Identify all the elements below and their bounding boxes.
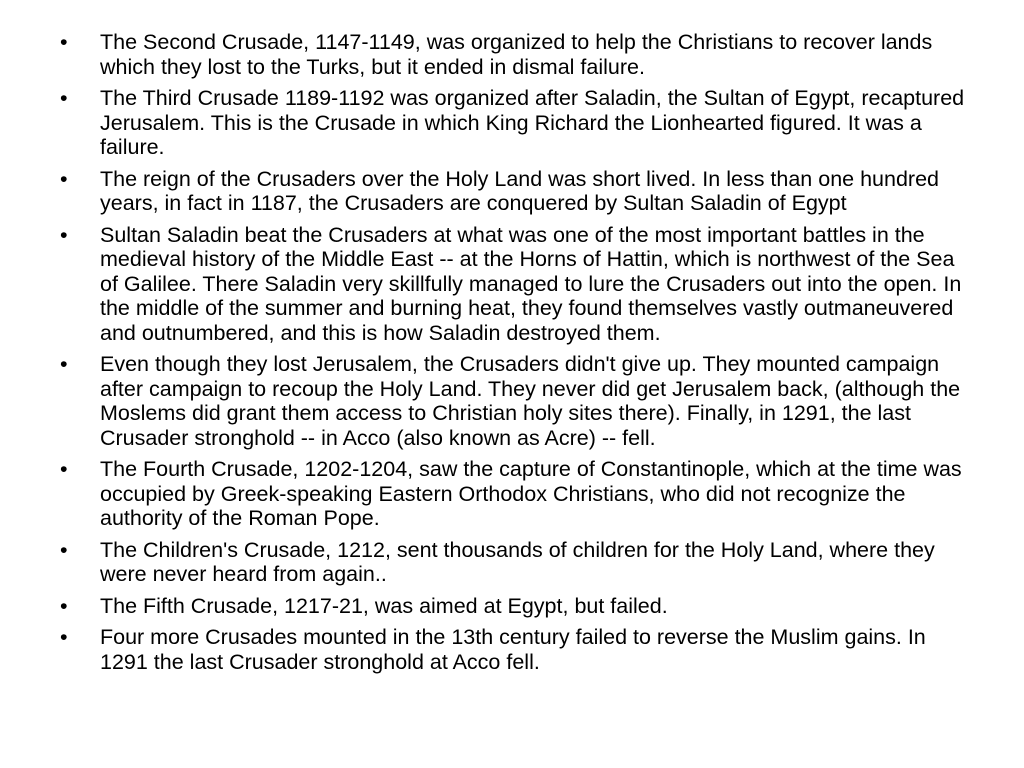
bullet-dot-icon: • <box>60 86 68 110</box>
bullet-text: The Third Crusade 1189-1192 was organized after Saladin, the Sultan of Egypt, recaptured Jerusalem. This is the Crusade in which King Richard the Lionhearted figured. It was a failure. <box>100 86 965 159</box>
bullet-dot-icon: • <box>60 222 68 247</box>
bullet-dot-icon: • <box>60 625 68 649</box>
bullet-text: The Fourth Crusade, 1202-1204, saw the capture of Constantinople, which at the time was occupied by Greek-speaking Eastern Orthodox Christians, who did not recognize the authority of the Roman Pope. <box>100 457 962 530</box>
bullet-item-later-crusades <box>60 625 975 674</box>
bullet-text: The reign of the Crusaders over the Holy Land was short lived. In less than one hundred years, in fact in 1187, the Crusaders are conquered by Sultan Saladin of Egypt <box>100 166 939 215</box>
bullet-dot-icon: • <box>60 593 68 618</box>
bullet-dot-icon: • <box>60 457 68 481</box>
bullet-list <box>60 30 975 681</box>
bullet-item-loss-of-jerusalem <box>60 352 975 450</box>
bullet-item-fourth-crusade <box>60 457 975 531</box>
bullet-item-fifth-crusade <box>60 594 975 619</box>
bullet-text: Four more Crusades mounted in the 13th century failed to reverse the Muslim gains. In 1291 the last Crusader stronghold at Acco fell. <box>100 625 926 674</box>
bullet-item-childrens-crusade <box>60 538 975 587</box>
bullet-dot-icon: • <box>60 352 68 376</box>
bullet-dot-icon: • <box>60 166 68 191</box>
bullet-dot-icon: • <box>60 30 68 54</box>
bullet-text: Sultan Saladin beat the Crusaders at what was one of the most important battles in the medieval history of the Middle East -- at the Horns of Hattin, which is northwest of the Sea of Galilee. There Saladin very skillfully managed to lure the Crusaders out into the open. In the middle of the summer and burning heat, they found themselves vastly outmaneuvered and outnumbered, and this is how Saladin destroyed them. <box>100 222 962 345</box>
bullet-item-second-crusade <box>60 30 975 79</box>
bullet-text: The Second Crusade, 1147-1149, was organized to help the Christians to recover lands which they lost to the Turks, but it ended in dismal failure. <box>100 30 933 79</box>
bullet-item-third-crusade <box>60 86 975 160</box>
bullet-text: Even though they lost Jerusalem, the Crusaders didn't give up. They mounted campaign after campaign to recoup the Holy Land. They never did get Jerusalem back, (although the Moslems did grant them access to Christian holy sites there). Finally, in 1291, the last Crusader stronghold -- in Acco (also known as Acre) -- fell. <box>100 352 961 450</box>
bullet-dot-icon: • <box>60 537 68 562</box>
bullet-item-horns-of-hattin <box>60 223 975 346</box>
bullet-text: The Fifth Crusade, 1217-21, was aimed at Egypt, but failed. <box>100 593 668 618</box>
bullet-text: The Children's Crusade, 1212, sent thousands of children for the Holy Land, where they were never heard from again.. <box>100 537 935 586</box>
bullet-item-crusader-reign <box>60 167 975 216</box>
